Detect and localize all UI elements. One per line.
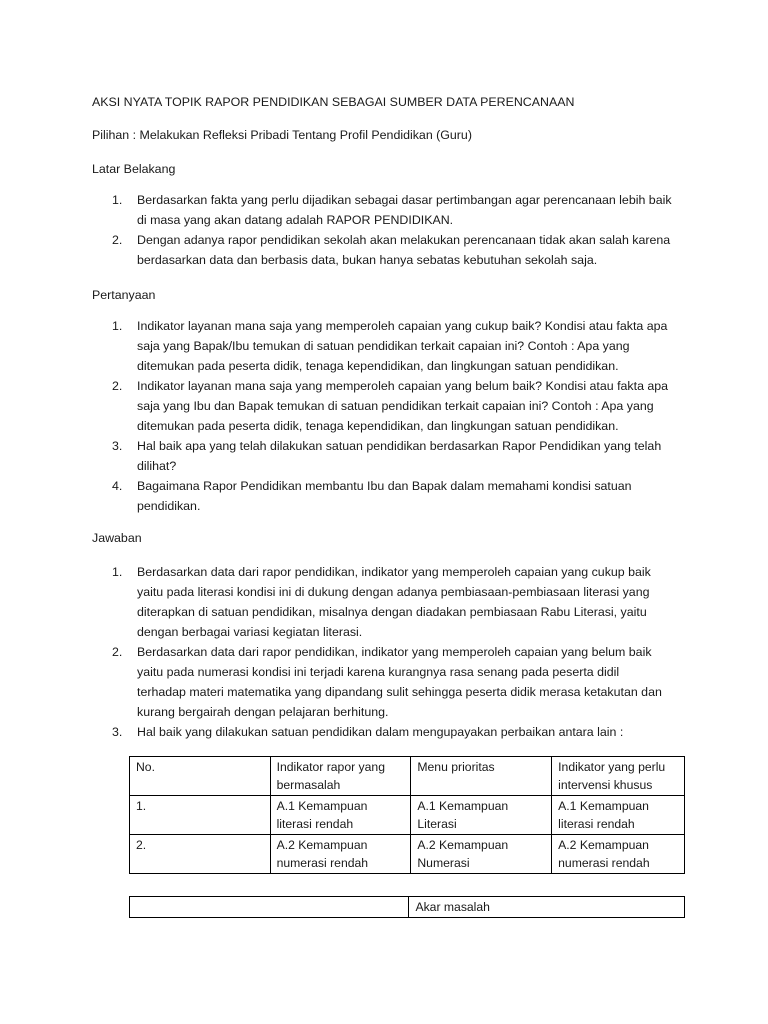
list-item [92, 316, 692, 376]
table-header-cell: Akar masalah [409, 897, 685, 918]
document-title: AKSI NYATA TOPIK RAPOR PENDIDIKAN SEBAGAI SUMBER DATA PERENCANAAN [92, 95, 575, 109]
list-number: 3. [112, 439, 123, 453]
list-text-line: kurang bergairah dengan pelajaran berhitung. [137, 705, 389, 719]
list-text-line: dengan berbagai variasi kegiatan literasi. [137, 625, 363, 639]
table-cell: A.1 Kemampuan literasi rendah [270, 796, 411, 835]
table-cell: A.1 Kemampuan Literasi [411, 796, 552, 835]
list-number: 1. [112, 319, 123, 333]
list-item [92, 476, 692, 516]
table-cell: 2. [130, 835, 271, 874]
table-cell: 1. [130, 796, 271, 835]
list-item [92, 230, 692, 270]
latar-list [92, 190, 692, 270]
table-header-cell: Menu prioritas [411, 757, 552, 796]
list-text-line: di masa yang akan datang adalah RAPOR PENDIDIKAN. [137, 213, 454, 227]
jawaban-list [92, 562, 692, 742]
list-number: 2. [112, 233, 123, 247]
list-text-line: berdasarkan data dan berbasis data, bukan hanya sebatas kebutuhan sekolah saja. [137, 253, 598, 267]
table-cell: A.2 Kemampuan Numerasi [411, 835, 552, 874]
table-cell: A.2 Kemampuan numerasi rendah [270, 835, 411, 874]
pilihan-line: Pilihan : Melakukan Refleksi Pribadi Tentang Profil Pendidikan (Guru) [92, 128, 472, 142]
jawaban-heading: Jawaban [92, 531, 142, 545]
list-text-line: terhadap materi matematika yang dipandang sulit sehingga peserta didik merasa ketakutan dan [137, 685, 662, 699]
list-text-line: Indikator layanan mana saja yang memperoleh capaian yang cukup baik? Kondisi atau fakta apa [137, 319, 668, 333]
list-text-line: Berdasarkan fakta yang perlu dijadikan sebagai dasar pertimbangan agar perencanaan lebih baik [137, 193, 672, 207]
table-header-cell: Indikator yang perlu intervensi khusus [552, 757, 685, 796]
list-item [92, 190, 692, 230]
pertanyaan-heading: Pertanyaan [92, 288, 156, 302]
list-number: 1. [112, 193, 123, 207]
list-text-line: Dengan adanya rapor pendidikan sekolah akan melakukan perencanaan tidak akan salah karena [137, 233, 671, 247]
table-header-cell [130, 897, 409, 918]
pertanyaan-list [92, 316, 692, 516]
table-cell: A.1 Kemampuan literasi rendah [552, 796, 685, 835]
list-item [92, 722, 692, 742]
list-text-line: ditemukan pada peserta didik, tenaga kependidikan, dan lingkungan satuan pendidikan. [137, 359, 619, 373]
list-item [92, 376, 692, 436]
list-item [92, 642, 692, 722]
list-text-line: pendidikan. [137, 499, 201, 513]
list-text-line: Hal baik apa yang telah dilakukan satuan pendidikan berdasarkan Rapor Pendidikan yang telah [137, 439, 662, 453]
list-number: 2. [112, 379, 123, 393]
latar-heading: Latar Belakang [92, 162, 176, 176]
table-header-cell: Indikator rapor yang bermasalah [270, 757, 411, 796]
list-number: 2. [112, 645, 123, 659]
table-row [130, 796, 685, 835]
list-text-line: yaitu pada literasi kondisi ini di dukung dengan adanya pembiasaan-pembiasaan literasi yang [137, 585, 650, 599]
table-header-cell: No. [130, 757, 271, 796]
list-text-line: Berdasarkan data dari rapor pendidikan, indikator yang memperoleh capaian yang belum baik [137, 645, 652, 659]
table-header-row [130, 757, 685, 796]
list-text-line: saja yang Ibu dan Bapak temukan di satuan pendidikan terkait capaian ini? Contoh : Apa yang [137, 399, 654, 413]
list-item [92, 436, 692, 476]
table-cell: A.2 Kemampuan numerasi rendah [552, 835, 685, 874]
list-text-line: Bagaimana Rapor Pendidikan membantu Ibu dan Bapak dalam memahami kondisi satuan [137, 479, 632, 493]
list-item [92, 562, 692, 642]
list-text-line: Indikator layanan mana saja yang memperoleh capaian yang belum baik? Kondisi atau fakta apa [137, 379, 669, 393]
table-header-row [130, 897, 685, 918]
list-text-line: Hal baik yang dilakukan satuan pendidikan dalam mengupayakan perbaikan antara lain : [137, 725, 624, 739]
list-number: 1. [112, 565, 123, 579]
table-row [130, 835, 685, 874]
list-number: 3. [112, 725, 123, 739]
list-text-line: ditemukan pada peserta didik, tenaga kependidikan, dan lingkungan satuan pendidikan. [137, 419, 619, 433]
list-text-line: diterapkan di satuan pendidikan, misalnya dengan diadakan pembiasaan Rabu Literasi, yaitu [137, 605, 647, 619]
list-number: 4. [112, 479, 123, 493]
indicator-table [129, 756, 685, 874]
list-text-line: dilihat? [137, 459, 177, 473]
akar-masalah-table [129, 896, 685, 918]
list-text-line: Berdasarkan data dari rapor pendidikan, indikator yang memperoleh capaian yang cukup baik [137, 565, 651, 579]
list-text-line: saja yang Bapak/Ibu temukan di satuan pendidikan terkait capaian ini? Contoh : Apa yang [137, 339, 630, 353]
list-text-line: yaitu pada numerasi kondisi ini terjadi karena kurangnya rasa senang pada peserta didil [137, 665, 620, 679]
